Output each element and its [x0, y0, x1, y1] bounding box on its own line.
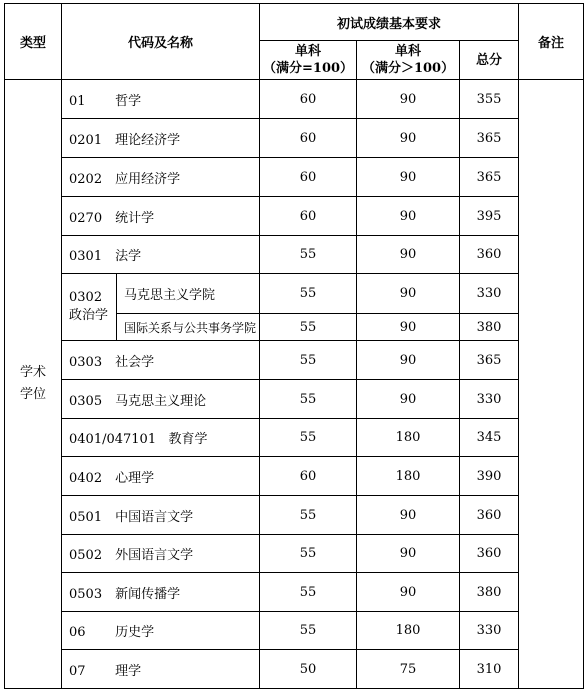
total-score: 360	[460, 535, 519, 573]
total-score: 365	[460, 158, 519, 197]
single-100-score: 55	[260, 236, 357, 274]
single-gt100-score: 90	[357, 236, 460, 274]
table-row	[5, 341, 584, 380]
discipline-cell	[62, 380, 260, 419]
discipline-name: 社会学	[115, 354, 155, 370]
single-gt100-score: 90	[357, 573, 460, 612]
single-gt100-score: 90	[357, 158, 460, 197]
discipline-name: 历史学	[115, 625, 155, 640]
discipline-cell	[62, 236, 260, 274]
single-100-score: 55	[260, 419, 357, 457]
discipline-cell	[62, 573, 260, 612]
single-100-score: 60	[260, 80, 357, 119]
discipline-cell	[62, 650, 260, 689]
header-single-100-line1: 单科	[295, 44, 322, 59]
discipline-code: 06	[69, 625, 86, 640]
header-single-gt100-line1: 单科	[395, 44, 422, 59]
single-gt100-score: 90	[357, 314, 460, 341]
table-row	[5, 119, 584, 158]
discipline-name: 理论经济学	[115, 132, 181, 148]
table-row	[5, 80, 584, 119]
header-single-gt100-line2: （满分＞100）	[361, 61, 455, 76]
header-total: 总分	[460, 41, 519, 80]
header-remark: 备注	[519, 4, 584, 80]
discipline-name: 新闻传播学	[115, 586, 181, 602]
discipline-cell	[62, 119, 260, 158]
single-gt100-score: 90	[357, 380, 460, 419]
total-score: 390	[460, 457, 519, 496]
single-gt100-score: 90	[357, 496, 460, 535]
total-score: 365	[460, 119, 519, 158]
single-gt100-score: 90	[357, 80, 460, 119]
single-gt100-score: 75	[357, 650, 460, 689]
header-type: 类型	[5, 4, 62, 80]
single-100-score: 60	[260, 119, 357, 158]
discipline-code: 0401/047101	[69, 432, 157, 447]
discipline-cell	[62, 80, 260, 119]
header-row-1	[5, 4, 584, 41]
discipline-name: 法学	[115, 249, 142, 264]
discipline-name: 政治学	[69, 308, 109, 323]
discipline-name: 哲学	[115, 93, 142, 109]
table-row	[5, 612, 584, 650]
table-row	[5, 573, 584, 612]
table-row	[5, 535, 584, 573]
single-gt100-score: 90	[357, 274, 460, 314]
discipline-cell	[62, 496, 260, 535]
single-gt100-score: 90	[357, 341, 460, 380]
discipline-name: 应用经济学	[115, 171, 181, 187]
score-requirements-table	[4, 3, 584, 689]
total-score: 360	[460, 496, 519, 535]
discipline-cell	[62, 457, 260, 496]
discipline-name: 中国语言文学	[115, 509, 194, 525]
header-single-100-line2: （满分=100）	[263, 61, 354, 76]
table-row	[5, 419, 584, 457]
table-row	[5, 496, 584, 535]
single-gt100-score: 90	[357, 119, 460, 158]
politics-cell	[62, 274, 117, 341]
discipline-code: 0402	[69, 470, 103, 486]
header-single-gt100	[357, 41, 460, 80]
single-100-score: 50	[260, 650, 357, 689]
table-row	[5, 457, 584, 496]
single-100-score: 60	[260, 197, 357, 236]
total-score: 365	[460, 341, 519, 380]
single-gt100-score: 180	[357, 612, 460, 650]
total-score: 360	[460, 236, 519, 274]
discipline-name: 统计学	[115, 210, 155, 226]
discipline-code: 0503	[69, 586, 103, 602]
discipline-cell	[62, 535, 260, 573]
table-row	[5, 274, 584, 314]
single-gt100-score: 180	[357, 457, 460, 496]
single-gt100-score: 90	[357, 535, 460, 573]
discipline-code: 07	[69, 663, 86, 679]
discipline-code: 0302	[69, 290, 103, 305]
header-requirement-group: 初试成绩基本要求	[260, 4, 519, 41]
single-100-score: 55	[260, 274, 357, 314]
single-100-score: 55	[260, 496, 357, 535]
total-score: 355	[460, 80, 519, 119]
discipline-code: 0301	[69, 249, 103, 264]
table-row	[5, 236, 584, 274]
discipline-name: 外国语言文学	[115, 548, 194, 563]
single-100-score: 55	[260, 573, 357, 612]
discipline-name: 教育学	[168, 432, 208, 447]
discipline-code: 01	[69, 93, 86, 109]
remark-cell	[519, 80, 584, 689]
total-score: 330	[460, 380, 519, 419]
single-gt100-score: 180	[357, 419, 460, 457]
total-score: 330	[460, 274, 519, 314]
header-single-100	[260, 41, 357, 80]
single-100-score: 55	[260, 535, 357, 573]
single-100-score: 60	[260, 158, 357, 197]
total-score: 345	[460, 419, 519, 457]
single-100-score: 60	[260, 457, 357, 496]
discipline-code: 0270	[69, 210, 103, 226]
discipline-code: 0501	[69, 509, 103, 525]
discipline-cell	[62, 341, 260, 380]
discipline-cell	[62, 158, 260, 197]
header-code-name: 代码及名称	[62, 4, 260, 80]
table-row	[5, 650, 584, 689]
single-100-score: 55	[260, 341, 357, 380]
single-100-score: 55	[260, 612, 357, 650]
discipline-code: 0202	[69, 171, 103, 187]
category-cell	[5, 80, 62, 689]
discipline-cell	[62, 197, 260, 236]
total-score: 380	[460, 314, 519, 341]
table-row	[5, 158, 584, 197]
total-score: 380	[460, 573, 519, 612]
discipline-code: 0201	[69, 132, 103, 148]
table-row	[5, 197, 584, 236]
total-score: 330	[460, 612, 519, 650]
discipline-name: 理学	[115, 663, 142, 679]
discipline-name: 心理学	[115, 470, 155, 486]
sub-unit-name: 国际关系与公共事务学院	[117, 314, 260, 341]
single-100-score: 55	[260, 314, 357, 341]
discipline-code: 0303	[69, 354, 103, 370]
discipline-code: 0305	[69, 393, 103, 409]
single-100-score: 55	[260, 380, 357, 419]
discipline-cell	[62, 419, 260, 457]
total-score: 310	[460, 650, 519, 689]
category-line2: 学位	[19, 387, 46, 402]
category-line1: 学术	[19, 365, 46, 380]
single-gt100-score: 90	[357, 197, 460, 236]
total-score: 395	[460, 197, 519, 236]
table-row	[5, 380, 584, 419]
discipline-cell	[62, 612, 260, 650]
sub-unit-name: 马克思主义学院	[117, 274, 260, 314]
discipline-code: 0502	[69, 548, 103, 563]
discipline-name: 马克思主义理论	[115, 393, 207, 409]
